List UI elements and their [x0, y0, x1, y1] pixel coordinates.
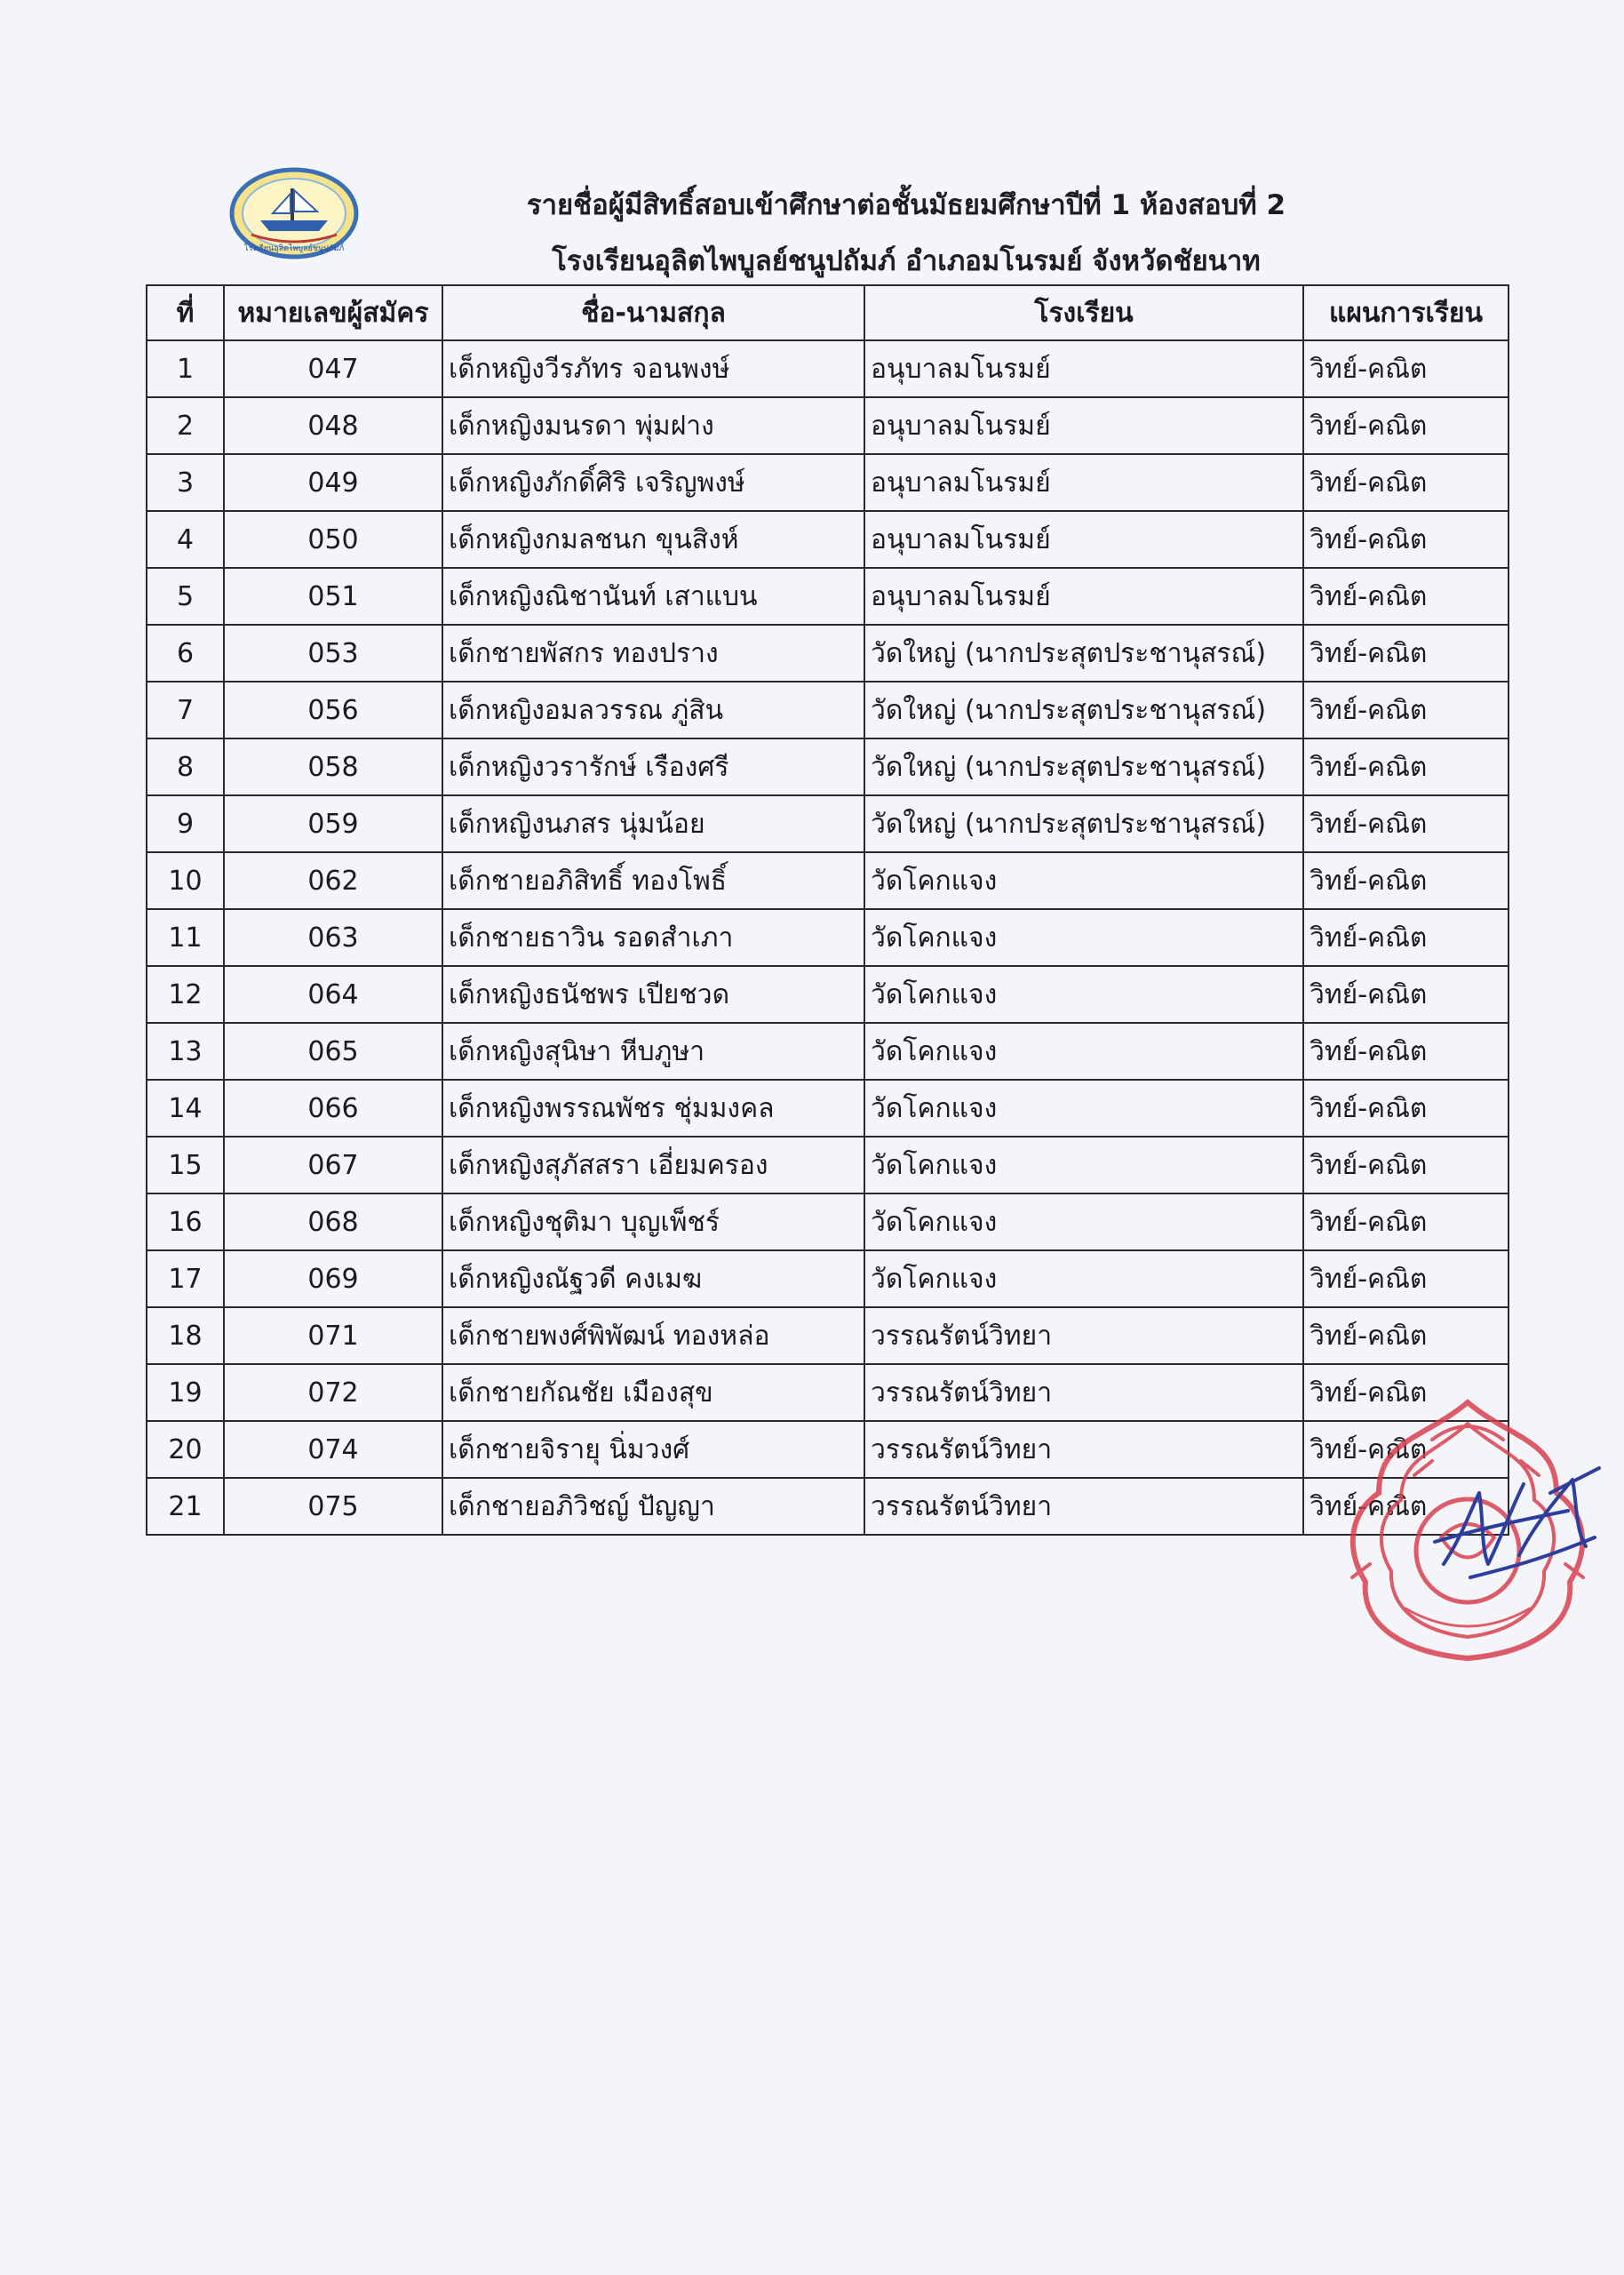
table-row: [147, 1080, 1509, 1137]
cell-school: วัดโคกแจง: [864, 1080, 1303, 1137]
cell-school: วรรณรัตน์วิทยา: [864, 1421, 1303, 1478]
candidate-table: [146, 284, 1509, 1536]
cell-school: วรรณรัตน์วิทยา: [864, 1478, 1303, 1535]
cell-no: 18: [147, 1307, 224, 1364]
cell-applicant-number: 048: [224, 397, 442, 454]
cell-no: 7: [147, 682, 224, 738]
cell-program: วิทย์-คณิต: [1303, 1080, 1509, 1137]
table-row: [147, 682, 1509, 738]
cell-school: วรรณรัตน์วิทยา: [864, 1364, 1303, 1421]
cell-program: วิทย์-คณิต: [1303, 397, 1509, 454]
cell-full-name: เด็กหญิงกมลชนก ขุนสิงห์: [442, 511, 864, 568]
table-row: [147, 454, 1509, 511]
cell-program: วิทย์-คณิต: [1303, 1307, 1509, 1364]
cell-full-name: เด็กชายจิรายุ นิ่มวงศ์: [442, 1421, 864, 1478]
cell-full-name: เด็กหญิงณัฐวดี คงเมฆ: [442, 1250, 864, 1307]
cell-school: อนุบาลมโนรมย์: [864, 397, 1303, 454]
cell-full-name: เด็กชายอภิสิทธิ์ ทองโพธิ์: [442, 852, 864, 909]
cell-full-name: เด็กหญิงวีรภัทร จอนพงษ์: [442, 340, 864, 397]
cell-school: วัดโคกแจง: [864, 1250, 1303, 1307]
cell-school: วัดโคกแจง: [864, 966, 1303, 1023]
header-applicant-number: หมายเลขผู้สมัคร: [224, 285, 442, 340]
cell-school: วัดโคกแจง: [864, 1023, 1303, 1080]
cell-school: วัดใหญ่ (นากประสุตประชานุสรณ์): [864, 795, 1303, 852]
cell-applicant-number: 058: [224, 738, 442, 795]
table-row: [147, 511, 1509, 568]
table-row: [147, 568, 1509, 625]
table-row: [147, 1421, 1509, 1478]
cell-school: อนุบาลมโนรมย์: [864, 340, 1303, 397]
table-row: [147, 795, 1509, 852]
table-row: [147, 397, 1509, 454]
cell-full-name: เด็กหญิงพรรณพัชร ชุ่มมงคล: [442, 1080, 864, 1137]
cell-no: 5: [147, 568, 224, 625]
cell-school: วัดใหญ่ (นากประสุตประชานุสรณ์): [864, 625, 1303, 682]
header-school: โรงเรียน: [864, 285, 1303, 340]
cell-no: 1: [147, 340, 224, 397]
signature-icon: [1417, 1457, 1612, 1591]
page-subtitle: โรงเรียนอุลิตไพบูลย์ชนูปถัมภ์ อำเภอมโนรมย์ จังหวัดชัยนาท: [552, 245, 1261, 277]
cell-program: วิทย์-คณิต: [1303, 852, 1509, 909]
cell-full-name: เด็กหญิงชุติมา บุญเพ็ชร์: [442, 1193, 864, 1250]
cell-applicant-number: 072: [224, 1364, 442, 1421]
table-row: [147, 966, 1509, 1023]
cell-no: 3: [147, 454, 224, 511]
cell-applicant-number: 071: [224, 1307, 442, 1364]
cell-applicant-number: 065: [224, 1023, 442, 1080]
cell-school: วัดโคกแจง: [864, 909, 1303, 966]
cell-no: 16: [147, 1193, 224, 1250]
header-no: ที่: [147, 285, 224, 340]
table-row: [147, 1137, 1509, 1193]
cell-program: วิทย์-คณิต: [1303, 966, 1509, 1023]
cell-no: 8: [147, 738, 224, 795]
cell-applicant-number: 051: [224, 568, 442, 625]
cell-program: วิทย์-คณิต: [1303, 340, 1509, 397]
cell-applicant-number: 053: [224, 625, 442, 682]
cell-no: 9: [147, 795, 224, 852]
cell-full-name: เด็กหญิงภักดิ์ศิริ เจริญพงษ์: [442, 454, 864, 511]
cell-no: 17: [147, 1250, 224, 1307]
cell-program: วิทย์-คณิต: [1303, 738, 1509, 795]
cell-full-name: เด็กหญิงวรารักษ์ เรืองศรี: [442, 738, 864, 795]
cell-full-name: เด็กหญิงมนรดา พุ่มฝาง: [442, 397, 864, 454]
table-row: [147, 1364, 1509, 1421]
school-emblem-icon: [225, 167, 363, 259]
cell-applicant-number: 049: [224, 454, 442, 511]
cell-program: วิทย์-คณิต: [1303, 1421, 1509, 1478]
cell-full-name: เด็กชายธาวิน รอดสำเภา: [442, 909, 864, 966]
cell-full-name: เด็กชายพัสกร ทองปราง: [442, 625, 864, 682]
cell-no: 11: [147, 909, 224, 966]
cell-full-name: เด็กชายอภิวิชญ์ ปัญญา: [442, 1478, 864, 1535]
table-row: [147, 1193, 1509, 1250]
cell-program: วิทย์-คณิต: [1303, 511, 1509, 568]
cell-program: วิทย์-คณิต: [1303, 1193, 1509, 1250]
emblem-caption: โรงเรียนอุลิตไพบูลย์ชนูปถัมภ์: [243, 244, 345, 253]
cell-applicant-number: 068: [224, 1193, 442, 1250]
cell-program: วิทย์-คณิต: [1303, 625, 1509, 682]
cell-no: 2: [147, 397, 224, 454]
page-title: รายชื่อผู้มีสิทธิ์สอบเข้าศึกษาต่อชั้นมัธยมศึกษาปีที่ 1 ห้องสอบที่ 2: [526, 189, 1286, 221]
cell-school: วัดใหญ่ (นากประสุตประชานุสรณ์): [864, 738, 1303, 795]
cell-full-name: เด็กชายกัณชัย เมืองสุข: [442, 1364, 864, 1421]
cell-no: 13: [147, 1023, 224, 1080]
cell-applicant-number: 059: [224, 795, 442, 852]
table-row: [147, 852, 1509, 909]
cell-program: วิทย์-คณิต: [1303, 909, 1509, 966]
cell-program: วิทย์-คณิต: [1303, 1364, 1509, 1421]
header-full-name: ชื่อ-นามสกุล: [442, 285, 864, 340]
cell-full-name: เด็กหญิงสุภัสสรา เอี่ยมครอง: [442, 1137, 864, 1193]
cell-full-name: เด็กหญิงธนัชพร เปียชวด: [442, 966, 864, 1023]
cell-no: 10: [147, 852, 224, 909]
cell-applicant-number: 074: [224, 1421, 442, 1478]
cell-no: 21: [147, 1478, 224, 1535]
cell-school: วัดโคกแจง: [864, 852, 1303, 909]
cell-school: อนุบาลมโนรมย์: [864, 454, 1303, 511]
cell-no: 12: [147, 966, 224, 1023]
cell-full-name: เด็กหญิงณิชานันท์ เสาแบน: [442, 568, 864, 625]
table-row: [147, 909, 1509, 966]
cell-full-name: เด็กหญิงสุนิษา หีบภูษา: [442, 1023, 864, 1080]
table-row: [147, 340, 1509, 397]
cell-school: วัดโคกแจง: [864, 1137, 1303, 1193]
cell-program: วิทย์-คณิต: [1303, 454, 1509, 511]
cell-applicant-number: 064: [224, 966, 442, 1023]
cell-applicant-number: 067: [224, 1137, 442, 1193]
cell-applicant-number: 062: [224, 852, 442, 909]
cell-no: 6: [147, 625, 224, 682]
table-row: [147, 1250, 1509, 1307]
cell-no: 19: [147, 1364, 224, 1421]
header-program: แผนการเรียน: [1303, 285, 1509, 340]
cell-applicant-number: 069: [224, 1250, 442, 1307]
cell-applicant-number: 063: [224, 909, 442, 966]
table-row: [147, 1023, 1509, 1080]
cell-applicant-number: 056: [224, 682, 442, 738]
cell-applicant-number: 047: [224, 340, 442, 397]
table-row: [147, 1307, 1509, 1364]
table-row: [147, 1478, 1509, 1535]
cell-applicant-number: 050: [224, 511, 442, 568]
table-row: [147, 625, 1509, 682]
table-row: [147, 738, 1509, 795]
cell-school: วัดโคกแจง: [864, 1193, 1303, 1250]
cell-program: วิทย์-คณิต: [1303, 1023, 1509, 1080]
cell-school: วรรณรัตน์วิทยา: [864, 1307, 1303, 1364]
cell-no: 4: [147, 511, 224, 568]
cell-program: วิทย์-คณิต: [1303, 568, 1509, 625]
cell-school: อนุบาลมโนรมย์: [864, 568, 1303, 625]
cell-program: วิทย์-คณิต: [1303, 1478, 1509, 1535]
cell-school: อนุบาลมโนรมย์: [864, 511, 1303, 568]
table-header-row: [147, 285, 1509, 340]
cell-full-name: เด็กหญิงอมลวรรณ ภู่สิน: [442, 682, 864, 738]
cell-full-name: เด็กหญิงนภสร นุ่มน้อย: [442, 795, 864, 852]
cell-school: วัดใหญ่ (นากประสุตประชานุสรณ์): [864, 682, 1303, 738]
cell-program: วิทย์-คณิต: [1303, 1137, 1509, 1193]
cell-full-name: เด็กชายพงศ์พิพัฒน์ ทองหล่อ: [442, 1307, 864, 1364]
cell-program: วิทย์-คณิต: [1303, 1250, 1509, 1307]
cell-applicant-number: 066: [224, 1080, 442, 1137]
cell-no: 20: [147, 1421, 224, 1478]
cell-program: วิทย์-คณิต: [1303, 682, 1509, 738]
cell-no: 15: [147, 1137, 224, 1193]
cell-no: 14: [147, 1080, 224, 1137]
cell-program: วิทย์-คณิต: [1303, 795, 1509, 852]
cell-applicant-number: 075: [224, 1478, 442, 1535]
